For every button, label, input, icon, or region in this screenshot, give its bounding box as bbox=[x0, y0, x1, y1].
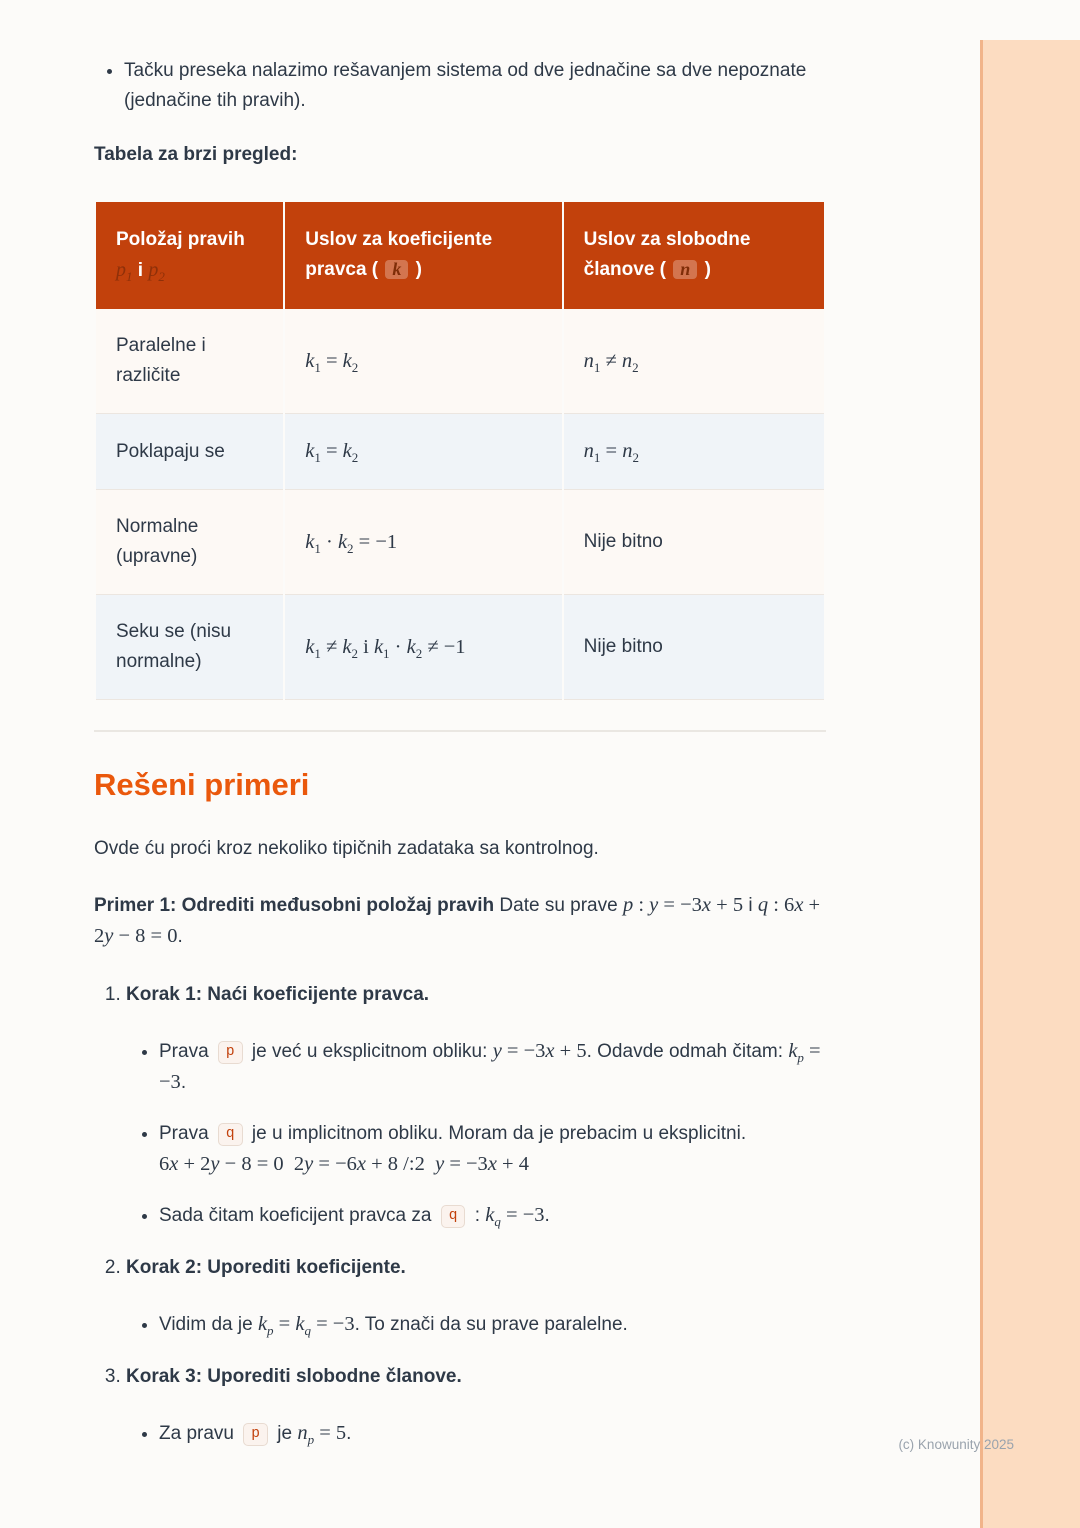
header-coefficient-condition bbox=[285, 202, 561, 309]
table-row-perpendicular bbox=[96, 490, 824, 595]
steps-list bbox=[94, 980, 826, 1449]
cell-position: Normalne (upravne) bbox=[96, 490, 283, 595]
step-1-bullet-3: • Sada čitam koeficijent pravca za q : $k_q = -3$. bbox=[159, 1200, 826, 1231]
step-2-bullet-1: • Vidim da je $k_p = k_q = -3$. To znači da su prave paralelne. bbox=[159, 1309, 826, 1340]
section-intro: Ovde ću proći kroz nekoliko tipičnih zadataka sa kontrolnog. bbox=[94, 838, 599, 859]
table-header-row bbox=[96, 202, 824, 309]
step-3 bbox=[126, 1362, 826, 1449]
cell-free-member-condition: $n_1 \ne n_2$ bbox=[564, 309, 824, 414]
header-line1: Uslov za koeficijente bbox=[305, 229, 493, 250]
section-heading: Rešeni primeri bbox=[94, 767, 310, 802]
section-divider bbox=[94, 730, 826, 732]
table-row-parallel-distinct bbox=[96, 309, 824, 414]
step-2-bullets bbox=[126, 1309, 826, 1340]
cell-coefficient-condition: $k_1 = k_2$ bbox=[285, 309, 561, 414]
header-free-member-condition bbox=[564, 202, 824, 309]
intro-bullet: • Tačku preseka nalazimo rešavanjem sistema od dve jednačine sa dve nepoznate (jednačine tih pravih). bbox=[124, 56, 826, 116]
header-line2: $p_1$ i $p_2$ bbox=[116, 259, 165, 284]
table-row-coincident bbox=[96, 414, 824, 490]
step-2 bbox=[126, 1253, 826, 1340]
cell-coefficient-condition: $k_1 \ne k_2$ i $k_1 \cdot k_2 \ne -1$ bbox=[285, 595, 561, 700]
step-3-title: Korak 3: Uporediti slobodne članove. bbox=[126, 1366, 462, 1387]
cell-free-member-condition: Nije bitno bbox=[564, 595, 824, 700]
cell-position: Poklapaju se bbox=[96, 414, 283, 490]
step-3-bullets bbox=[126, 1418, 826, 1449]
step-1-title: Korak 1: Naći koeficijente pravca. bbox=[126, 984, 430, 1005]
copyright-notice: (c) Knowunity 2025 bbox=[898, 1437, 1014, 1452]
step-3-bullet-1: • Za pravu p je $n_p = 5$. bbox=[159, 1418, 826, 1449]
header-position-of-lines bbox=[96, 202, 283, 309]
document-content bbox=[94, 0, 826, 1471]
step-1 bbox=[126, 980, 826, 1231]
cell-free-member-condition: $n_1 = n_2$ bbox=[564, 414, 824, 490]
step-1-bullet-2: • Prava q je u implicitnom obliku. Moram da je prebacim u eksplicitni. 6x + 2y − 8 = 0 2y = −6x + 8 /:2 y = −3x + 4 bbox=[159, 1118, 826, 1180]
header-line1: Položaj pravih bbox=[116, 229, 245, 250]
header-line1: Uslov za slobodne bbox=[583, 229, 751, 250]
primer-1-statement: Primer 1: Odrediti međusobni položaj pravih Date su prave p : y = −3x + 5 i q : 6x + 2y − 8 = 0. bbox=[94, 894, 821, 947]
cell-position: Paralelne i različite bbox=[96, 309, 283, 414]
cell-coefficient-condition: $k_1 = k_2$ bbox=[285, 414, 561, 490]
cell-free-member-condition: Nije bitno bbox=[564, 490, 824, 595]
header-line2: članove ( n ) bbox=[583, 259, 711, 280]
quick-review-table bbox=[94, 202, 826, 700]
step-2-title: Korak 2: Uporediti koeficijente. bbox=[126, 1257, 406, 1278]
step-1-bullets bbox=[126, 1036, 826, 1231]
page-edge-decoration bbox=[980, 40, 1080, 1528]
intro-list bbox=[94, 56, 826, 116]
table-title: Tabela za brzi pregled: bbox=[94, 144, 298, 165]
cell-coefficient-condition: $k_1 \cdot k_2 = -1$ bbox=[285, 490, 561, 595]
table-row-intersecting bbox=[96, 595, 824, 700]
step-1-bullet-1: • Prava p je već u eksplicitnom obliku: y = −3x + 5. Odavde odmah čitam: $k_p = -3$. bbox=[159, 1036, 826, 1098]
cell-position: Seku se (nisu normalne) bbox=[96, 595, 283, 700]
header-line2: pravca ( k ) bbox=[305, 259, 423, 280]
